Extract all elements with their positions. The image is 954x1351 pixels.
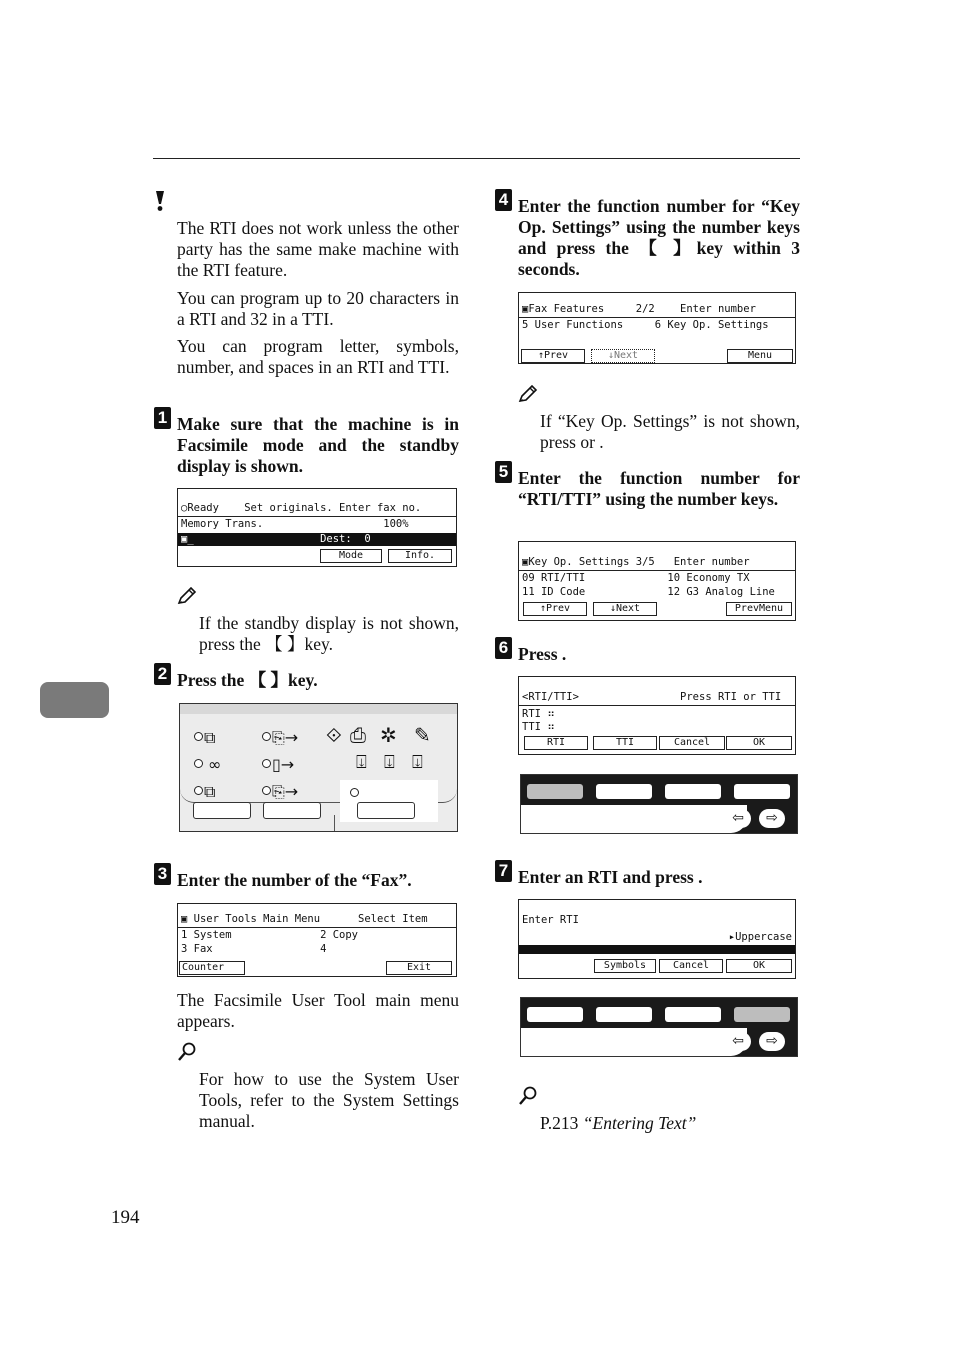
enter-rti-display [518,899,796,979]
important-paragraph-2: You can program up to 20 characters in a RTI and 32 in a TTI. [177,288,459,329]
step-number-6: 6 [495,637,512,659]
counter-button[interactable]: Counter [179,961,245,975]
user-tools-counter-key[interactable] [357,802,415,819]
interrupt-icon: ⟐ [326,723,342,747]
lcd-row: 3 Fax 4 [181,943,327,955]
cancel-button[interactable]: Cancel [659,736,725,750]
ok-button[interactable]: OK [726,959,792,973]
copy-arrow-icon: ⎘→ [272,782,299,801]
step-number-2: 2 [154,663,171,685]
selection-key-2[interactable] [596,784,652,799]
selection-key-4[interactable] [734,1007,790,1022]
step-number-5: 5 [495,461,512,483]
important-icon [153,190,167,212]
user-tools-key-icon: ✎ [414,723,431,747]
step-number-4: 4 [495,189,512,211]
step-2-text: Press the 【 】key. [177,670,318,690]
lcd-row: ▣ User Tools Main Menu Select Item [181,913,428,925]
step-6-text: Press . [518,644,567,664]
next-button[interactable]: ↓Next [591,349,655,363]
cancel-button[interactable]: Cancel [659,959,723,973]
step-number-7: 7 [495,860,512,882]
rti-tti-display [518,676,796,755]
selection-key-3[interactable] [665,784,721,799]
duplex-copy-icon: ⧉ [204,782,216,801]
lcd-row: <RTI/TTI> Press RTI or TTI [522,691,782,703]
prevmenu-button[interactable]: PrevMenu [726,602,792,616]
note-icon [177,587,197,609]
user-tools-led [350,788,359,797]
user-tools-main-menu-display [177,903,457,977]
selection-keys-panel [520,997,798,1057]
step-number-3: 3 [154,863,171,885]
menu-button[interactable]: Menu [727,349,793,363]
lcd-row-highlight: ▣_ Dest: 0 [178,533,456,546]
left-arrow-icon[interactable]: ⇦ [725,1032,751,1051]
tray-icon: ⍗ [384,752,395,773]
mode-led [262,786,271,795]
step-4-text: Enter the function number for “Key Op. Settings” using the number keys and press the 【 】key within 3 seconds. [518,196,800,279]
mode-led [262,759,271,768]
selection-key-2[interactable] [596,1007,652,1022]
mode-led [194,732,203,741]
lcd-row: Enter RTI [522,914,579,926]
key-op-settings-display [518,541,796,621]
lcd-row: ○Ready Set originals. Enter fax no. [181,502,422,514]
step-7-text: Enter an RTI and press . [518,867,703,887]
selection-key-1[interactable] [527,1007,583,1022]
lcd-row: ▣Key Op. Settings 3/5 Enter number [522,556,750,568]
mode-led [194,759,203,768]
mode-led [194,786,203,795]
note-icon [518,385,538,407]
symbols-button[interactable]: Symbols [594,959,656,973]
selection-key-1[interactable] [527,784,583,799]
fax-features-display [518,292,796,364]
tray-icon: ⍗ [412,752,423,773]
panel-key[interactable] [193,802,251,819]
exit-button[interactable]: Exit [386,961,452,975]
reference-title: “Entering Text” [582,1113,697,1133]
energy-saver-icon: ✲ [380,723,397,747]
selection-key-4[interactable] [734,784,790,799]
reference-icon [518,1086,538,1110]
page-number: 194 [111,1207,140,1228]
control-panel [179,703,458,832]
standby-display [177,488,457,567]
rti-button[interactable]: RTI [524,736,588,750]
input-line[interactable] [519,945,795,954]
right-arrow-icon[interactable]: ⇨ [759,1032,785,1051]
lcd-row: 09 RTI/TTI 10 Economy TX [522,572,750,584]
link-icon: ∞ [208,755,222,774]
prev-button[interactable]: ↑Prev [521,349,585,363]
lcd-row: ▣Fax Features 2/2 Enter number [522,303,756,315]
info-button[interactable]: Info. [388,549,452,563]
step-number-1: 1 [154,407,171,429]
step-3-text: Enter the number of the “Fax”. [177,870,412,890]
duplex-copy-icon: ⧉ [204,728,216,747]
mode-led [262,732,271,741]
important-paragraph-3: You can program letter, symbols, number, and spaces in an RTI and TTI. [177,336,459,377]
tray-icon: ⍗ [356,752,367,773]
copy-arrow-icon: ⎘→ [272,728,299,747]
page-reference: P.213 [540,1113,583,1133]
lcd-row: Memory Trans. 100% [181,518,409,530]
reference-3-text: For how to use the System User Tools, refer to the System Settings manual. [199,1069,459,1131]
chapter-tab [40,682,109,718]
note-4-text: If “Key Op. Settings” is not shown, press or . [540,411,800,452]
lcd-row: 1 System 2 Copy [181,929,359,941]
lcd-row: 5 User Functions 6 Key Op. Settings [522,319,769,331]
next-button[interactable]: ↓Next [593,602,657,616]
ok-button[interactable]: OK [726,736,792,750]
panel-key[interactable] [263,802,321,819]
reference-icon [177,1042,197,1066]
lcd-row: ▸Uppercase [728,931,792,943]
left-arrow-icon[interactable]: ⇦ [725,809,751,828]
step-3-result: The Facsimile User Tool main menu appears. [177,990,459,1031]
step-1-text: Make sure that the machine is in Facsimile mode and the standby display is shown. [177,414,459,476]
header-rule [153,158,800,159]
note-1-text: If the standby display is not shown, press the 【 】key. [199,613,459,654]
lcd-row: TTI ⠶ [522,721,555,733]
book-copy-icon: ▯→ [272,755,295,774]
lcd-row: 11 ID Code 12 G3 Analog Line [522,586,775,598]
important-paragraph-1: The RTI does not work unless the other party has the same make machine with the RTI feature. [177,218,459,280]
selection-keys-panel [520,774,798,834]
step-5-text: Enter the function number for “RTI/TTI” using the number keys. [518,468,800,509]
mode-button[interactable]: Mode [320,549,382,563]
lcd-row: RTI ⠶ [522,708,555,720]
prev-button[interactable]: ↑Prev [523,602,587,616]
right-arrow-icon[interactable]: ⇨ [759,809,785,828]
selection-key-3[interactable] [665,1007,721,1022]
reference-7-text[interactable] [540,1113,800,1134]
tti-button[interactable]: TTI [593,736,657,750]
document-arrow-icon: ⎙ [350,723,366,747]
